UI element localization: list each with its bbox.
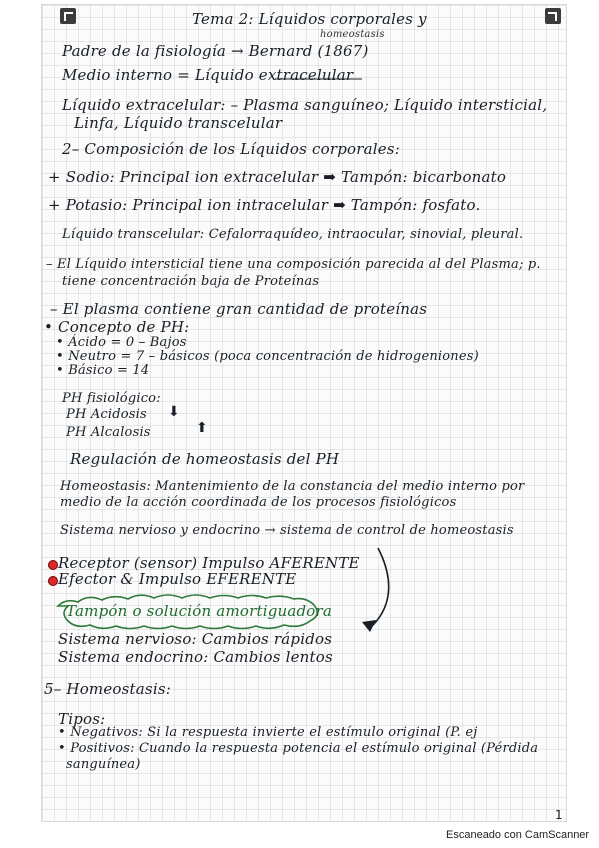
note-line: Líquido transcelular: Cefalorraquídeo, intraocular, sinovial, pleural. — [62, 227, 524, 242]
red-bullet-icon — [48, 560, 58, 570]
note-line: • Positivos: Cuando la respuesta potencia el estímulo original (Pérdida — [58, 741, 539, 756]
arrow-down-icon: ⬇ — [168, 404, 180, 420]
red-bullet-icon — [48, 576, 58, 586]
note-line: PH Acidosis — [66, 407, 147, 422]
note-line: Receptor (sensor) Impulso AFERENTE — [58, 554, 360, 572]
note-line: tiene concentración baja de Proteínas — [62, 274, 320, 289]
note-line: • Neutro = 7 – básicos (poca concentración de hidrogeniones) — [56, 349, 479, 364]
note-line: Tipos: — [58, 710, 106, 728]
note-line: + Potasio: Principal ion intracelular ➡ Tampón: fosfato. — [48, 196, 481, 214]
page-number: 1 — [555, 808, 563, 822]
note-line: medio de la acción coordinada de los procesos fisiológicos — [60, 495, 457, 510]
note-line: • Concepto de PH: — [44, 318, 190, 336]
note-line: PH fisiológico: — [62, 391, 161, 406]
note-line: – El plasma contiene gran cantidad de proteínas — [50, 300, 428, 318]
note-line: Sistema endocrino: Cambios lentos — [58, 648, 333, 666]
note-line: PH Alcalosis — [66, 425, 151, 440]
arrowhead — [362, 620, 376, 632]
note-line: 5– Homeostasis: — [44, 680, 171, 698]
note-line: • Negativos: Si la respuesta invierte el estímulo original (P. ej — [58, 725, 478, 740]
page-title: Tema 2: Líquidos corporales y — [192, 10, 427, 28]
page-subtitle: homeostasis — [320, 29, 385, 40]
note-line: Efector & Impulso EFERENTE — [58, 570, 297, 588]
curved-arrow — [370, 548, 389, 628]
note-line: Regulación de homeostasis del PH — [70, 450, 340, 468]
note-line: Tampón o solución amortiguadora — [66, 602, 333, 620]
arrow-up-icon: ⬆ — [196, 420, 208, 436]
note-line: Padre de la fisiología → Bernard (1867) — [62, 42, 369, 60]
note-line: – El Líquido intersticial tiene una composición parecida al del Plasma; p. — [46, 257, 541, 272]
note-line: 2– Composición de los Líquidos corporales: — [62, 140, 400, 158]
note-line: + Sodio: Principal ion extracelular ➡ Tampón: bicarbonato — [48, 168, 507, 186]
note-line: Medio interno = Líquido extracelular — [62, 66, 354, 84]
scanner-watermark: Escaneado con CamScanner — [446, 829, 590, 841]
note-line: • Básico = 14 — [56, 363, 150, 378]
note-line: Linfa, Líquido transcelular — [74, 114, 283, 132]
note-line: • Ácido = 0 – Bajos — [56, 335, 187, 350]
note-line: Homeostasis: Mantenimiento de la constancia del medio interno por — [60, 479, 525, 494]
note-line: sanguínea) — [66, 757, 141, 772]
note-line: Sistema nervioso: Cambios rápidos — [58, 630, 333, 648]
note-line: Líquido extracelular: – Plasma sanguíneo; Líquido intersticial, — [62, 96, 548, 114]
note-line: Sistema nervioso y endocrino → sistema de control de homeostasis — [60, 523, 514, 538]
